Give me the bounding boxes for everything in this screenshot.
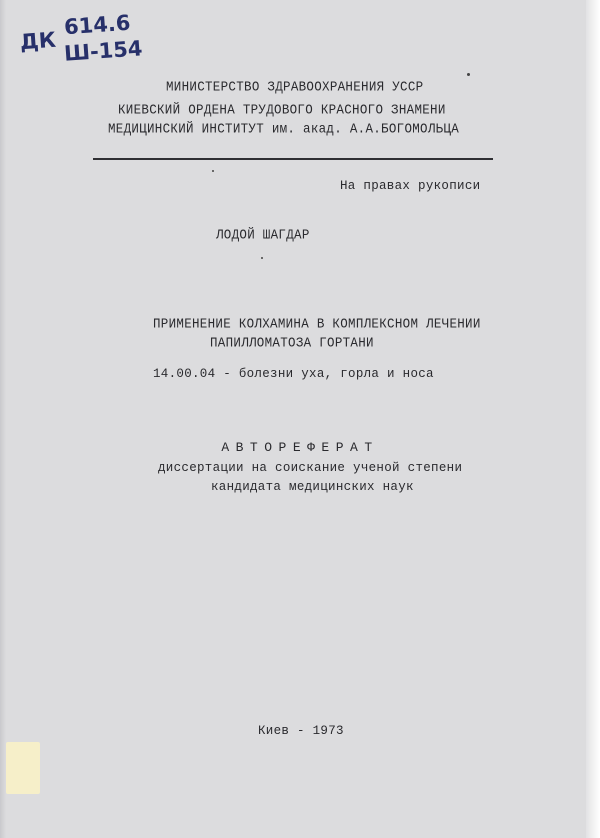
paper-speck xyxy=(467,73,470,76)
page-edge-right xyxy=(586,0,600,838)
specialty-code: 14.00.04 - болезни уха, горла и носа xyxy=(153,367,434,381)
author-name: ЛОДОЙ ШАГДАР xyxy=(216,227,310,243)
imprint-place-year: Киев - 1973 xyxy=(258,724,344,738)
paper-speck xyxy=(212,170,214,172)
shelfmark-code: Ш-154 xyxy=(63,36,144,66)
rights-note: На правах рукописи xyxy=(340,179,481,193)
ministry-line: МИНИСТЕРСТВО ЗДРАВООХРАНЕНИЯ УССР xyxy=(166,79,424,95)
header-divider xyxy=(93,158,493,160)
page-shadow-left xyxy=(0,0,6,838)
doc-type-line-1: диссертации на соискание ученой степени xyxy=(158,461,463,475)
title-line-1: ПРИМЕНЕНИЕ КОЛХАМИНА В КОМПЛЕКСНОМ ЛЕЧЕНИИ xyxy=(153,316,481,332)
title-line-2: ПАПИЛЛОМАТОЗА ГОРТАНИ xyxy=(210,335,374,351)
institute-line-2: МЕДИЦИНСКИЙ ИНСТИТУТ им. акад. А.А.БОГОМОЛЬЦА xyxy=(108,121,460,137)
paper-speck xyxy=(261,257,263,259)
doc-type-heading: АВТОРЕФЕРАТ xyxy=(221,440,379,455)
doc-type-line-2: кандидата медицинских наук xyxy=(211,480,414,494)
institute-line-1: КИЕВСКИЙ ОРДЕНА ТРУДОВОГО КРАСНОГО ЗНАМЕНИ xyxy=(118,102,446,118)
shelfmark-number: 614.6 xyxy=(63,10,132,40)
library-sticker xyxy=(6,742,40,794)
shelfmark-prefix: ДК xyxy=(19,27,57,55)
